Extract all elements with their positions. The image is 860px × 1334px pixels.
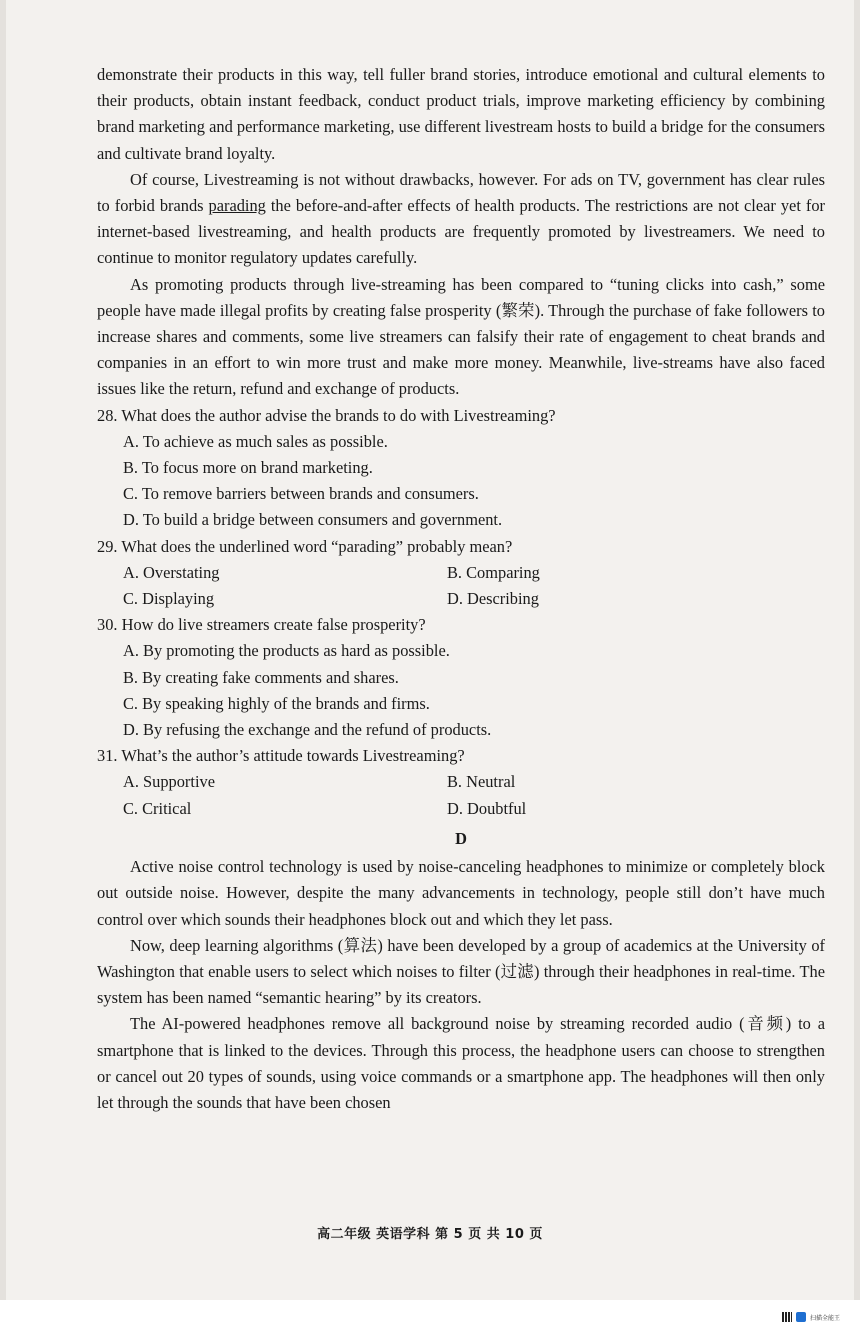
option-28-c: C. To remove barriers between brands and consumers. xyxy=(123,484,479,504)
option-29-a: A. Overstating xyxy=(123,562,220,582)
option-30-b: B. By creating fake comments and shares. xyxy=(123,667,399,687)
option-31-a: A. Supportive xyxy=(123,772,215,792)
option-29-b: B. Comparing xyxy=(447,562,540,582)
option-31-b: B. Neutral xyxy=(447,772,516,792)
section-d-paragraph-1: Active noise control technology is used by noise-canceling headphones to minimize or completely block out outside noise. However, despite the many advancements in technology, people still don’t have much control over which sounds their headphones block out and which they let pass. xyxy=(97,857,825,929)
page-content xyxy=(97,62,825,1116)
scanner-watermark: 扫描全能王 xyxy=(782,1312,840,1322)
option-30-d: D. By refusing the exchange and the refund of products. xyxy=(123,720,492,740)
paragraph-1: demonstrate their products in this way, tell fuller brand stories, introduce emotional and cultural elements to their products, obtain instant feedback, conduct product trials, improve marketing efficiency by combining brand marketing and performance marketing, use different livestream hosts to build a bridge for the consumers and cultivate brand loyalty. xyxy=(97,65,825,163)
option-29-c: C. Displaying xyxy=(123,589,215,609)
scan-bottom-strip xyxy=(0,1300,860,1334)
page-footer: 高二年级 英语学科 第 5 页 共 10 页 xyxy=(317,1227,543,1242)
question-30: 30. How do live streamers create false prosperity? xyxy=(97,615,426,635)
question-29: 29. What does the underlined word “parading” probably mean? xyxy=(97,536,513,556)
paragraph-2: Of course, Livestreaming is not without drawbacks, however. For ads on TV, government has clear rules to forbid brands parading the before-and-after effects of health products. The restrictions are not clear yet for internet-based livestreaming, and health products are frequently promoted by livestreamers. We need to continue to monitor regulatory updates carefully. xyxy=(97,169,825,268)
scan-edge-right xyxy=(854,0,860,1334)
scan-edge-left xyxy=(0,0,6,1334)
option-30-a: A. By promoting the products as hard as possible. xyxy=(123,641,450,661)
qr-code-icon xyxy=(782,1312,792,1322)
question-31: 31. What’s the author’s attitude towards Livestreaming? xyxy=(97,746,465,766)
option-31-d: D. Doubtful xyxy=(447,798,527,818)
option-28-b: B. To focus more on brand marketing. xyxy=(123,458,373,478)
section-d-paragraph-3: The AI-powered headphones remove all background noise by streaming recorded audio (音频) to a smartphone that is linked to the devices. Through this process, the headphone users can choose to strengthen or cancel out 20 types of sounds, using voice commands or a smartphone app. The headphones will then only let through the sounds that have been chosen xyxy=(97,1014,825,1112)
scanner-logo-icon xyxy=(796,1312,806,1322)
option-31-c: C. Critical xyxy=(123,798,192,818)
underlined-word: parading xyxy=(208,196,266,216)
paragraph-3: As promoting products through live-streaming has been compared to “tuning clicks into cash,” some people have made illegal profits by creating false prosperity (繁荣). Through the purchase of fake followers to increase shares and comments, some live streamers can falsify their rate of engagement to cheat brands and companies in an effort to win more trust and make more money. Meanwhile, live-streams have also faced issues like the return, refund and exchange of products. xyxy=(97,274,825,399)
option-28-a: A. To achieve as much sales as possible. xyxy=(123,431,388,451)
section-d-heading: D xyxy=(455,828,467,848)
option-30-c: C. By speaking highly of the brands and firms. xyxy=(123,693,430,713)
option-28-d: D. To build a bridge between consumers and government. xyxy=(123,510,503,530)
option-29-d: D. Describing xyxy=(447,589,539,609)
question-28: 28. What does the author advise the brands to do with Livestreaming? xyxy=(97,405,556,425)
section-d-paragraph-2: Now, deep learning algorithms (算法) have been developed by a group of academics at the University of Washington that enable users to select which noises to filter (过滤) through their headphones in real-time. The system has been named “semantic hearing” by its creators. xyxy=(97,935,825,1008)
